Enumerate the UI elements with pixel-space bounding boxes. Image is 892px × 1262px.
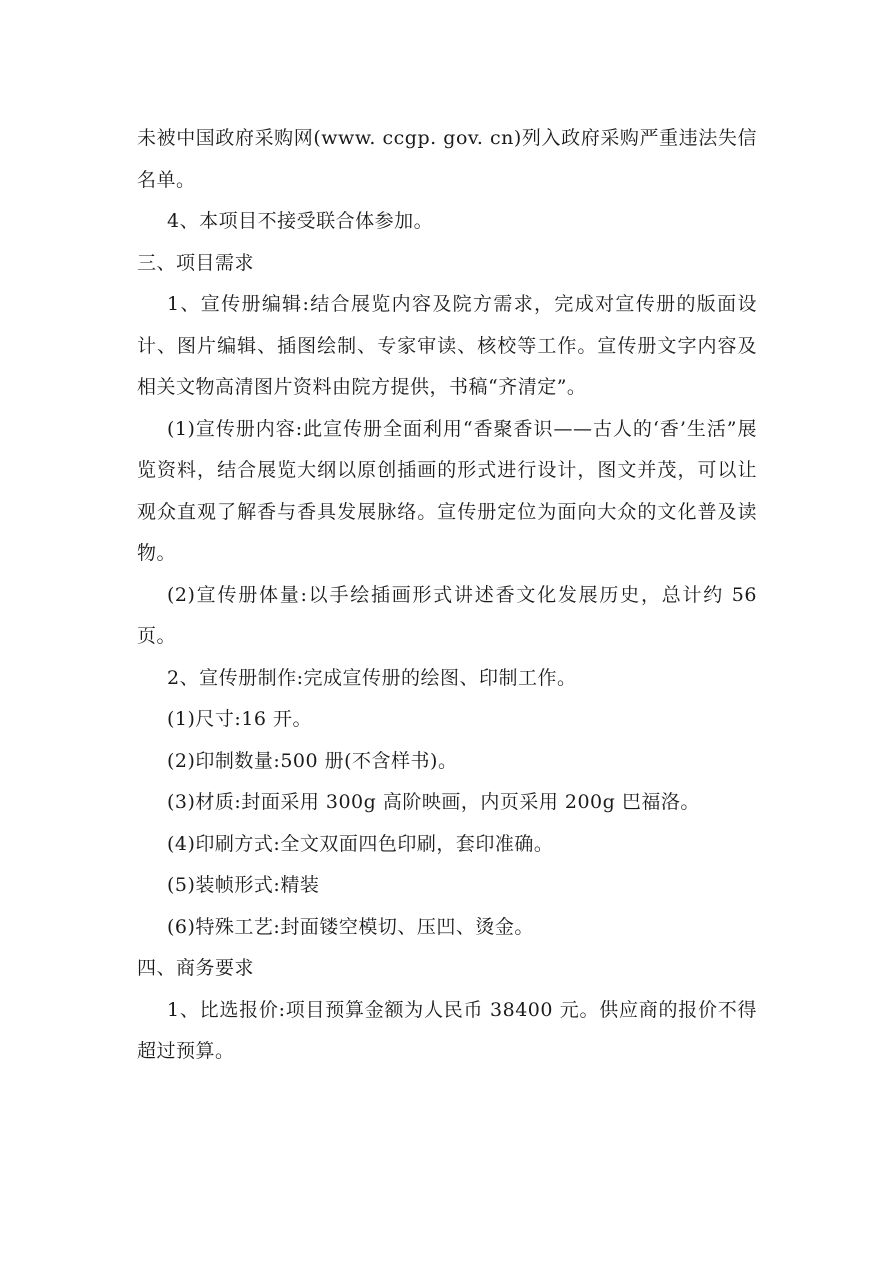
spec-special-process: (6)特殊工艺:封面镂空模切、压凹、烫金。 bbox=[167, 915, 534, 938]
section-heading-business-requirements: 四、商务要求 bbox=[137, 957, 255, 979]
paragraph-brochure-volume: (2)宣传册体量:以手绘插画形式讲述香文化发展历史，总计约 56 页。 bbox=[137, 583, 757, 647]
spec-quantity: (2)印制数量:500 册(不含样书)。 bbox=[167, 749, 458, 772]
spec-material: (3)材质:封面采用 300g 高阶映画，内页采用 200g 巴福洛。 bbox=[167, 791, 700, 813]
spec-binding: (5)装帧形式:精装 bbox=[167, 874, 320, 896]
paragraph-price-quote: 1、比选报价:项目预算金额为人民币 38400 元。供应商的报价不得超过预算。 bbox=[137, 998, 757, 1062]
spec-printing-method: (4)印刷方式:全文双面四色印刷，套印准确。 bbox=[167, 832, 554, 855]
section-heading-project-requirements: 三、项目需求 bbox=[137, 251, 255, 274]
document-body bbox=[137, 118, 757, 1073]
paragraph-no-consortium: 4、本项目不接受联合体参加。 bbox=[167, 210, 434, 232]
paragraph-blacklist-continuation: 未被中国政府采购网(www. ccgp. gov. cn)列入政府采购严重违法失信名单。 bbox=[137, 127, 757, 191]
spec-size: (1)尺寸:16 开。 bbox=[167, 708, 313, 730]
paragraph-brochure-content: (1)宣传册内容:此宣传册全面利用“香聚香识——古人的‘香’生活”展览资料，结合展览大纲以原创插画的形式进行设计，图文并茂，可以让观众直观了解香与香具发展脉络。宣传册定位为面向大众的文化普及读物。 bbox=[137, 417, 757, 564]
paragraph-brochure-editing: 1、宣传册编辑:结合展览内容及院方需求，完成对宣传册的版面设计、图片编辑、插图绘制、专家审读、核校等工作。宣传册文字内容及相关文物高清图片资料由院方提供，书稿“齐清定”。 bbox=[137, 293, 757, 398]
paragraph-brochure-production: 2、宣传册制作:完成宣传册的绘图、印制工作。 bbox=[167, 666, 577, 689]
